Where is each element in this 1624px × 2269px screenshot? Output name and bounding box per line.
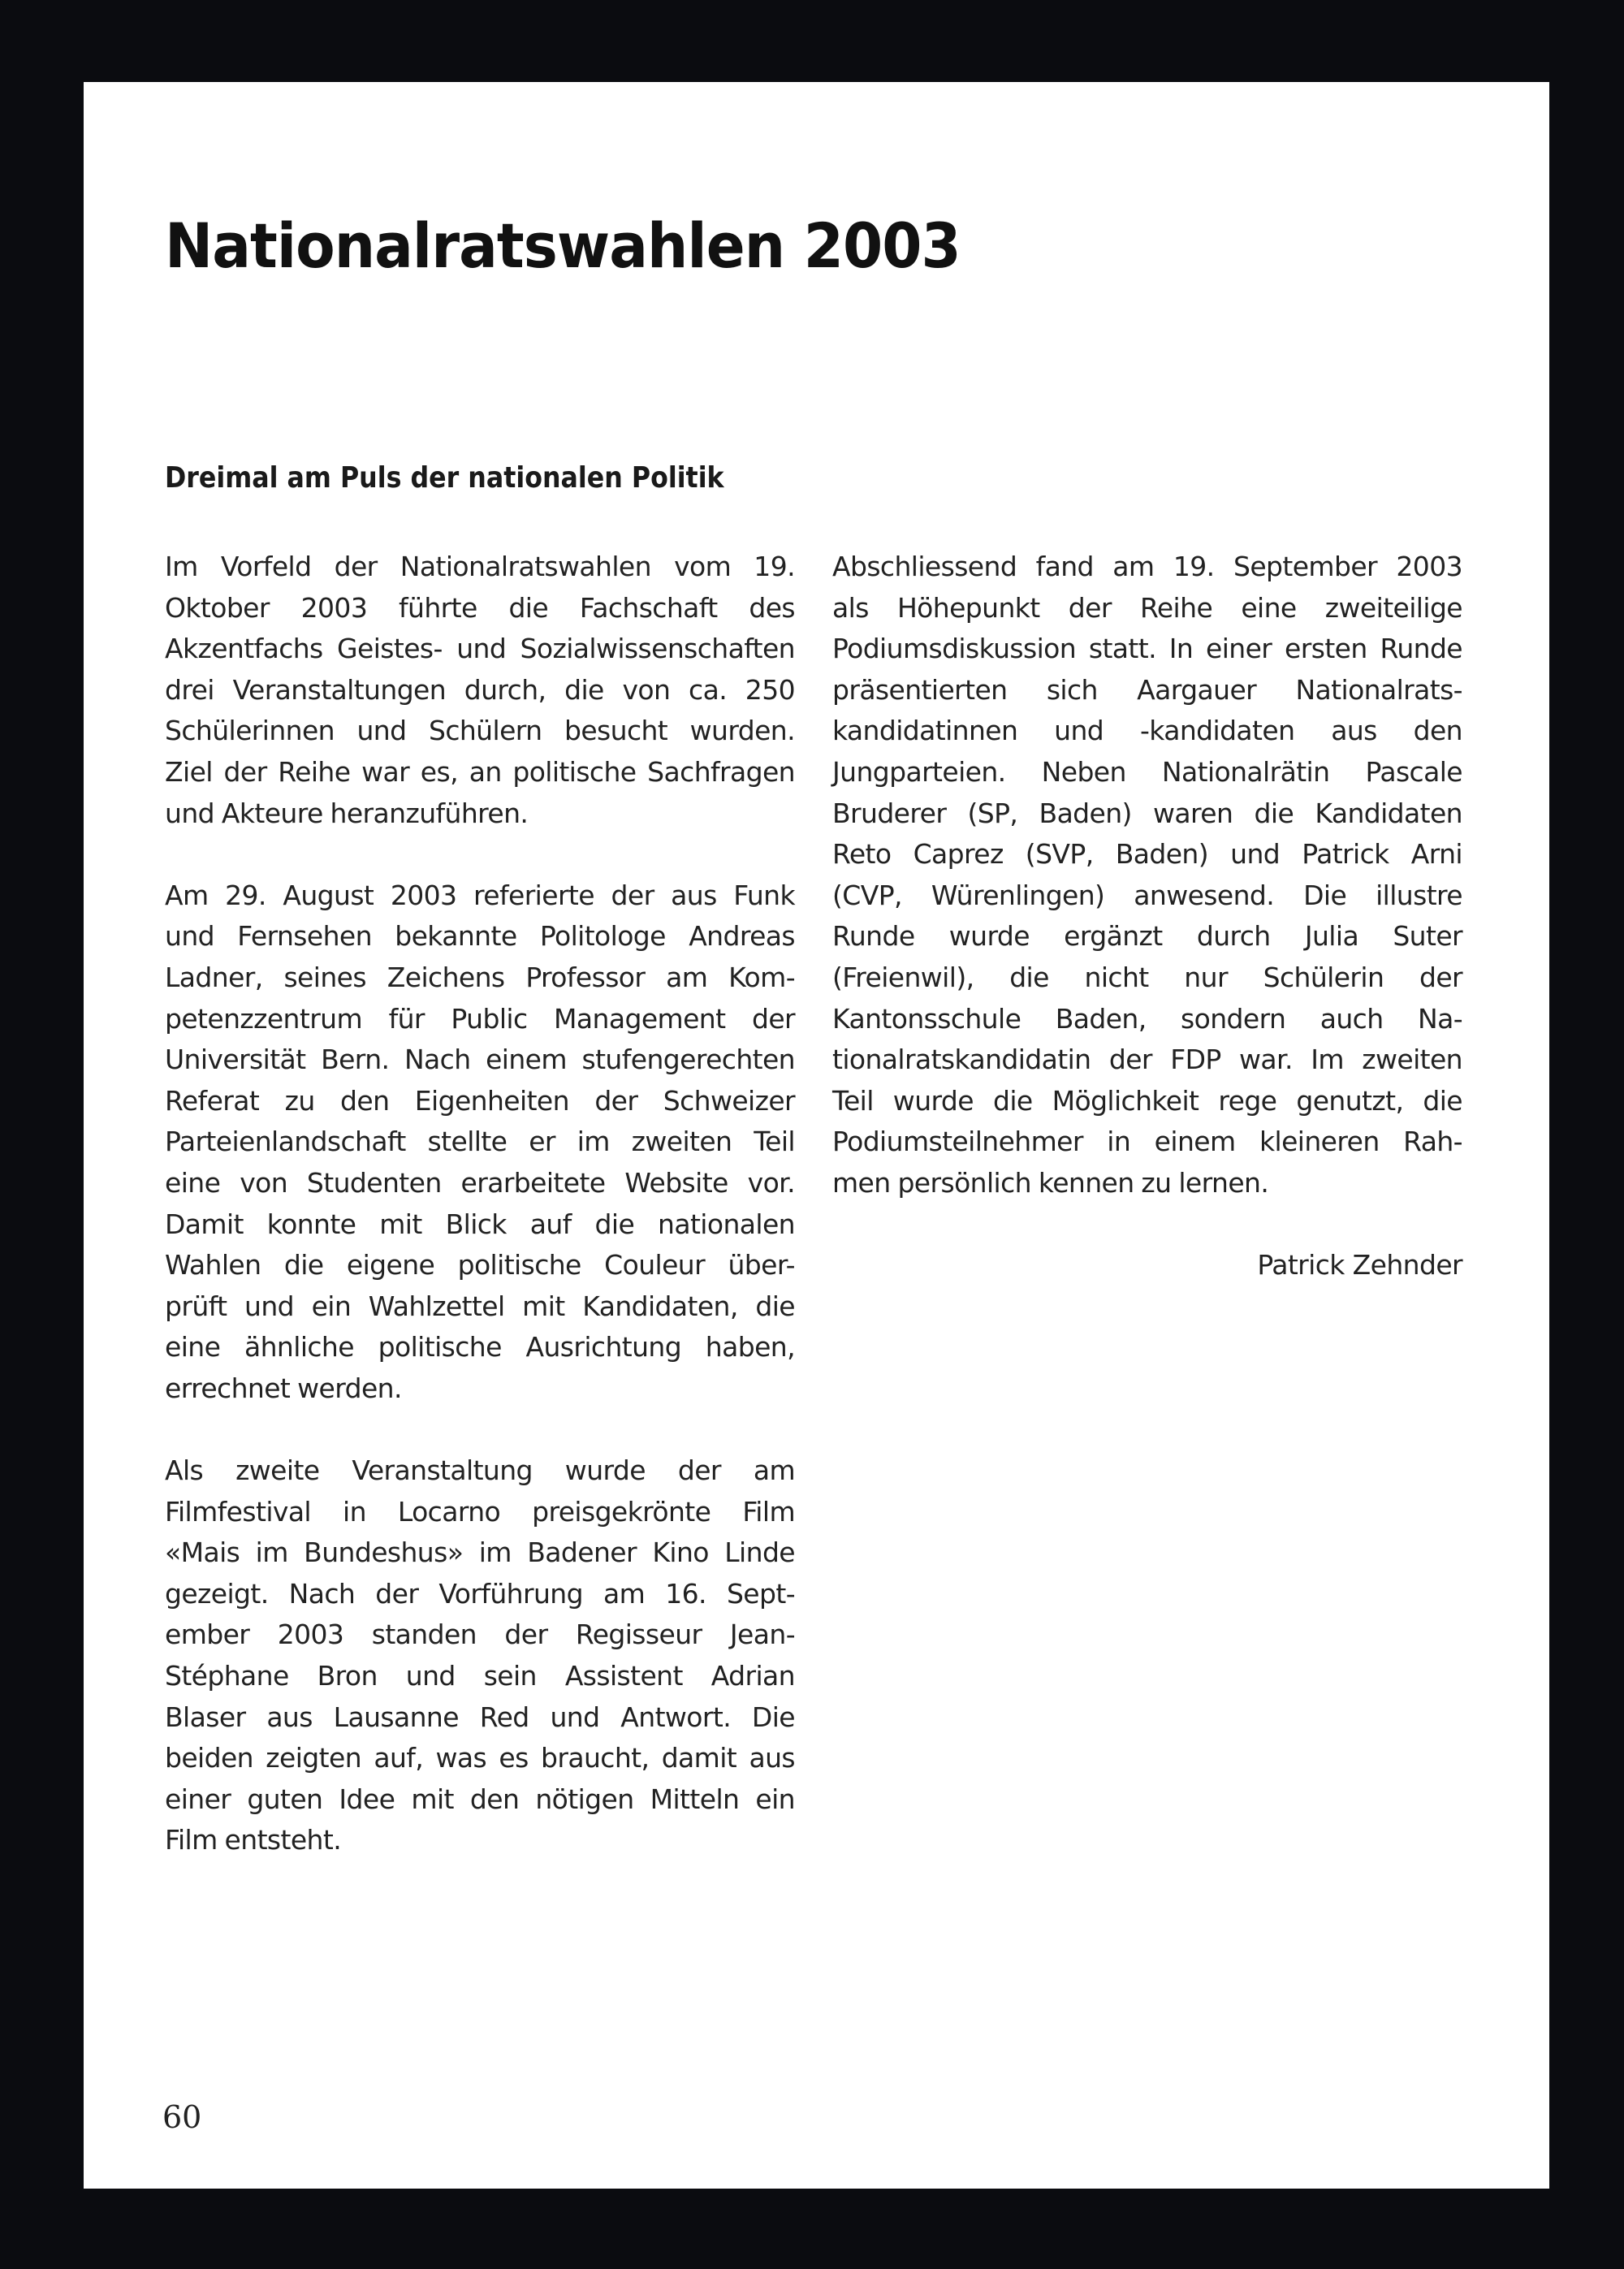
page-title: Nationalratswahlen 2003 [165, 210, 961, 282]
text-line: Jungparteien. Neben Nationalrätin Pascale [832, 755, 1462, 788]
text-line: beiden zeigten auf, was es braucht, damit aus [165, 1742, 795, 1774]
text-line: Runde wurde ergänzt durch Julia Suter [832, 920, 1462, 953]
paragraph [165, 1450, 795, 1861]
text-line: Akzentfachs Geistes- und Sozialwissenschaften [165, 633, 795, 665]
text-line: Reto Caprez (SVP, Baden) und Patrick Arni [832, 838, 1462, 871]
text-line: und Akteure heranzuführen. [165, 797, 529, 829]
text-line: Damit konnte mit Blick auf die nationalen [165, 1208, 795, 1240]
text-line: Wahlen die eigene politische Couleur über- [165, 1249, 795, 1281]
left-column [165, 547, 795, 1903]
text-line: Als zweite Veranstaltung wurde der am [165, 1454, 795, 1487]
text-line: Abschliessend fand am 19. September 2003 [832, 551, 1462, 582]
document-page [84, 82, 1549, 2189]
text-line: Teil wurde die Möglichkeit rege genutzt, die [832, 1084, 1462, 1117]
text-line: petenzzentrum für Public Management der [165, 1002, 795, 1035]
text-line: Bruderer (SP, Baden) waren die Kandidaten [832, 797, 1462, 829]
paragraph [832, 547, 1462, 1204]
text-line: Oktober 2003 führte die Fachschaft des [165, 591, 795, 624]
paragraph [165, 875, 795, 1410]
text-line: drei Veranstaltungen durch, die von ca. 250 [165, 673, 795, 706]
page-number: 60 [162, 2099, 202, 2135]
right-column [832, 547, 1462, 1286]
text-line: Podiumsdiskussion statt. In einer ersten Runde [832, 633, 1462, 665]
text-line: Am 29. August 2003 referierte der aus Funk [165, 879, 795, 911]
text-line: Schülerinnen und Schülern besucht wurden. [165, 715, 795, 747]
text-line: Ziel der Reihe war es, an politische Sachfragen [165, 755, 795, 788]
text-line: Parteienlandschaft stellte er im zweiten Teil [165, 1126, 795, 1158]
text-line: Universität Bern. Nach einem stufengerechten [165, 1044, 795, 1076]
text-line: Referat zu den Eigenheiten der Schweizer [165, 1084, 795, 1117]
text-line: Filmfestival in Locarno preisgekrönte Film [165, 1495, 795, 1528]
text-line: (Freienwil), die nicht nur Schülerin der [832, 961, 1462, 993]
author-signature: Patrick Zehnder [1257, 1249, 1462, 1281]
text-line: präsentierten sich Aargauer Nationalrats- [832, 673, 1462, 706]
text-line: gezeigt. Nach der Vorführung am 16. Sept- [165, 1577, 795, 1610]
text-line: eine ähnliche politische Ausrichtung haben, [165, 1331, 795, 1364]
text-line: eine von Studenten erarbeitete Website vor. [165, 1166, 795, 1199]
text-line: «Mais im Bundeshus» im Badener Kino Linde [165, 1536, 795, 1569]
text-line: Ladner, seines Zeichens Professor am Kom- [165, 961, 795, 993]
text-line: (CVP, Würenlingen) anwesend. Die illustre [832, 879, 1462, 911]
text-line: und Fernsehen bekannte Politologe Andreas [165, 920, 795, 953]
paragraph [165, 547, 795, 834]
text-line: kandidatinnen und -kandidaten aus den [832, 715, 1462, 747]
text-line: Film entsteht. [165, 1824, 342, 1856]
text-line: men persönlich kennen zu lernen. [832, 1166, 1269, 1199]
text-line: Blaser aus Lausanne Red und Antwort. Die [165, 1701, 795, 1733]
text-line: prüft und ein Wahlzettel mit Kandidaten, die [165, 1290, 795, 1322]
text-line: ember 2003 standen der Regisseur Jean- [165, 1619, 795, 1651]
text-line: als Höhepunkt der Reihe eine zweiteilige [832, 591, 1462, 624]
article-subtitle: Dreimal am Puls der nationalen Politik [165, 461, 724, 495]
text-line: einer guten Idee mit den nötigen Mitteln ein [165, 1783, 795, 1815]
text-line: Podiumsteilnehmer in einem kleineren Rah- [832, 1126, 1462, 1158]
text-line: tionalratskandidatin der FDP war. Im zweiten [832, 1044, 1462, 1076]
text-line: Stéphane Bron und sein Assistent Adrian [165, 1660, 795, 1692]
text-line: Kantonsschule Baden, sondern auch Na- [832, 1002, 1462, 1035]
text-line: Im Vorfeld der Nationalratswahlen vom 19. [165, 551, 795, 582]
text-line: errechnet werden. [165, 1372, 402, 1404]
